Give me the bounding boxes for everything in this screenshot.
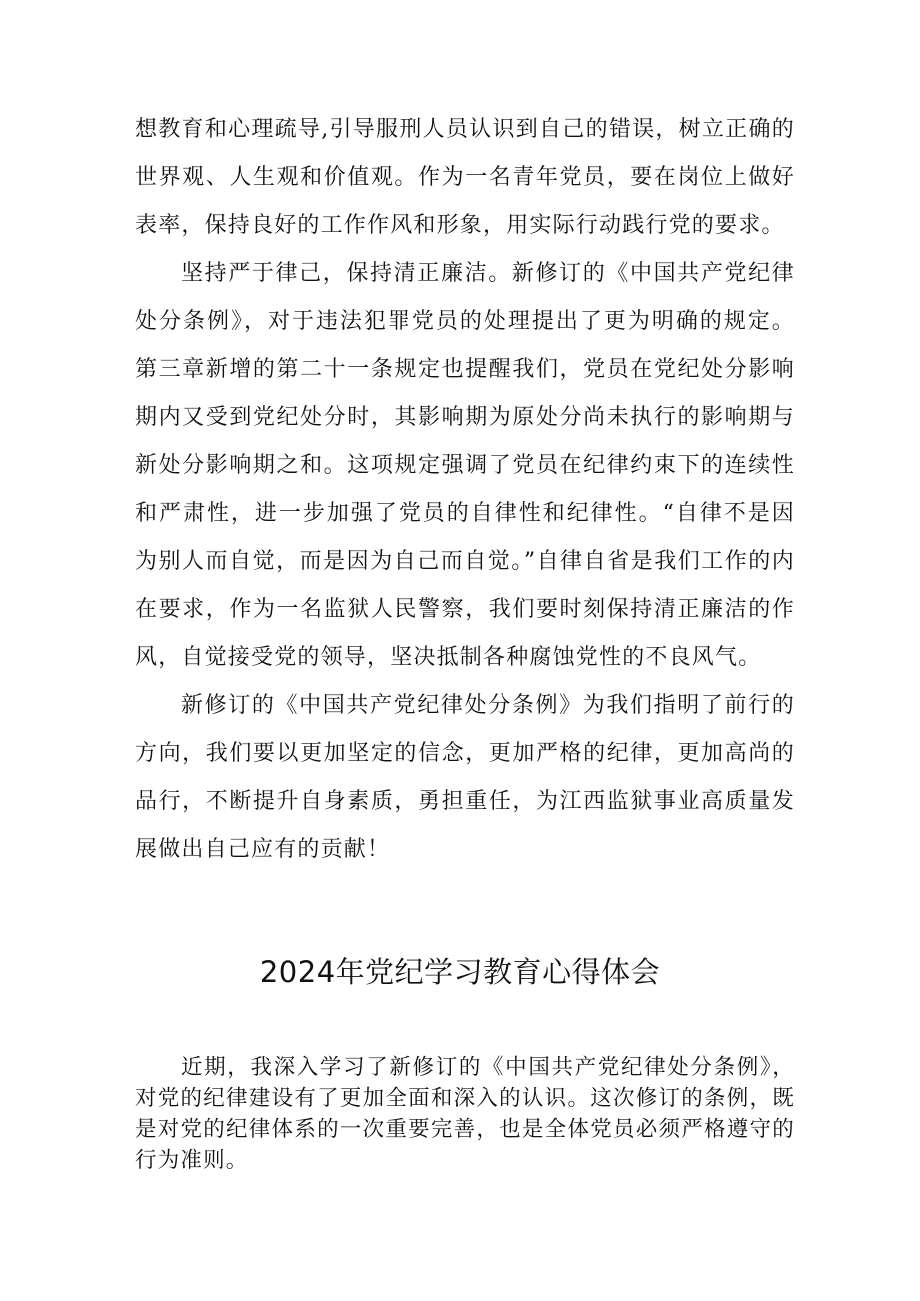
paragraph-self-discipline: 坚持严于律己，保持清正廉洁。新修订的《中国共产党纪律处分条例》，对于违法犯罪党员的处理提出了更为明确的规定。第三章新增的第二十一条规定也提醒我们，党员在党纪处分影响期内又受到党纪处分时，其影响期为原处分尚未执行的影响期与新处分影响期之和。这项规定强调了党员在纪律约束下的连续性和严肃性，进一步加强了党员的自律性和纪律性。“自律不是因为别人而自觉，而是因为自己而自觉。”自律自省是我们工作的内在要求，作为一名监狱人民警察，我们要时刻保持清正廉洁的作风，自觉接受党的领导，坚决抵制各种腐蚀党性的不良风气。 [135,261,795,670]
paragraph-intro: 近期，我深入学习了新修订的《中国共产党纪律处分条例》，对党的纪律建设有了更加全面和深入的认识。这次修订的条例，既是对党的纪律体系的一次重要完善，也是全体党员必须严格遵守的行为准则。 [135,1055,795,1173]
paragraph-conclusion: 新修订的《中国共产党纪律处分条例》为我们指明了前行的方向，我们要以更加坚定的信念，更加严格的纪律，更加高尚的品行，不断提升自身素质，勇担重任，为江西监狱事业高质量发展做出自己应有的贡献！ [135,693,795,862]
paragraph-continuation: 想教育和心理疏导,引导服刑人员认识到自己的错误，树立正确的世界观、人生观和价值观。作为一名青年党员，要在岗位上做好表率，保持良好的工作作风和形象，用实际行动践行党的要求。 [135,117,795,238]
section-heading: 2024年党纪学习教育心得体会 [259,955,661,989]
